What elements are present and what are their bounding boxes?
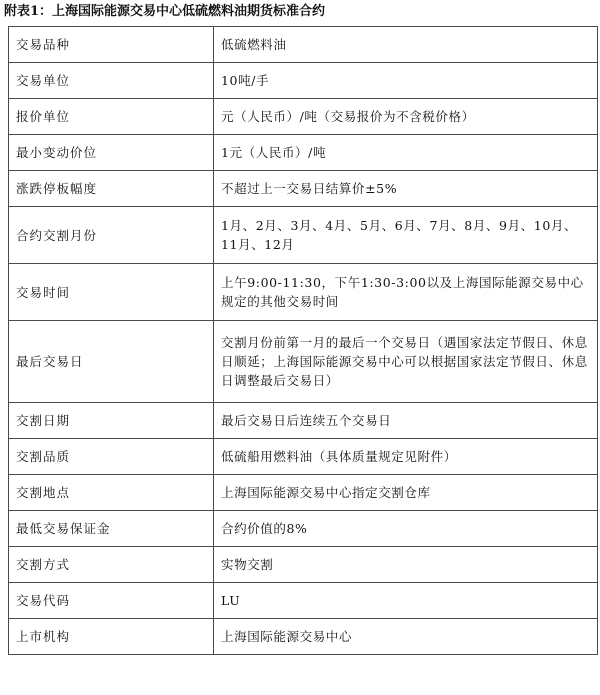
row-value: 上海国际能源交易中心 — [214, 619, 598, 655]
row-label: 交割日期 — [9, 403, 214, 439]
table-row — [9, 207, 598, 264]
table-row — [9, 439, 598, 475]
row-label: 涨跌停板幅度 — [9, 171, 214, 207]
row-value: 元（人民币）/吨（交易报价为不含税价格） — [214, 99, 598, 135]
row-label: 合约交割月份 — [9, 207, 214, 264]
table-row — [9, 511, 598, 547]
row-label: 交易时间 — [9, 264, 214, 321]
row-value: 不超过上一交易日结算价±5% — [214, 171, 598, 207]
table-row — [9, 475, 598, 511]
table-row — [9, 403, 598, 439]
row-value: 合约价值的8% — [214, 511, 598, 547]
table-row — [9, 264, 598, 321]
row-value: 交割月份前第一月的最后一个交易日（遇国家法定节假日、休息日顺延；上海国际能源交易中心可以根据国家法定节假日、休息日调整最后交易日） — [214, 321, 598, 403]
table-row — [9, 27, 598, 63]
table-row — [9, 63, 598, 99]
row-label: 交易品种 — [9, 27, 214, 63]
row-label: 交割地点 — [9, 475, 214, 511]
row-value: 低硫船用燃料油（具体质量规定见附件） — [214, 439, 598, 475]
row-value: 1月、2月、3月、4月、5月、6月、7月、8月、9月、10月、11月、12月 — [214, 207, 598, 264]
contract-spec-table — [8, 26, 598, 655]
table-row — [9, 583, 598, 619]
row-label: 报价单位 — [9, 99, 214, 135]
row-label: 交易代码 — [9, 583, 214, 619]
row-label: 最低交易保证金 — [9, 511, 214, 547]
row-value: 低硫燃料油 — [214, 27, 598, 63]
table-row — [9, 135, 598, 171]
table-row — [9, 547, 598, 583]
row-value: 最后交易日后连续五个交易日 — [214, 403, 598, 439]
row-label: 交割方式 — [9, 547, 214, 583]
table-row — [9, 321, 598, 403]
row-label: 上市机构 — [9, 619, 214, 655]
table-row — [9, 619, 598, 655]
table-row — [9, 171, 598, 207]
row-label: 交易单位 — [9, 63, 214, 99]
table-row — [9, 99, 598, 135]
row-value: 实物交割 — [214, 547, 598, 583]
row-label: 最小变动价位 — [9, 135, 214, 171]
row-label: 最后交易日 — [9, 321, 214, 403]
row-value: 10吨/手 — [214, 63, 598, 99]
row-value: LU — [214, 583, 598, 619]
row-value: 上午9:00-11:30，下午1:30-3:00以及上海国际能源交易中心规定的其他交易时间 — [214, 264, 598, 321]
table-caption: 附表1：上海国际能源交易中心低硫燃料油期货标准合约 — [4, 4, 326, 19]
row-value: 上海国际能源交易中心指定交割仓库 — [214, 475, 598, 511]
row-label: 交割品质 — [9, 439, 214, 475]
row-value: 1元（人民币）/吨 — [214, 135, 598, 171]
